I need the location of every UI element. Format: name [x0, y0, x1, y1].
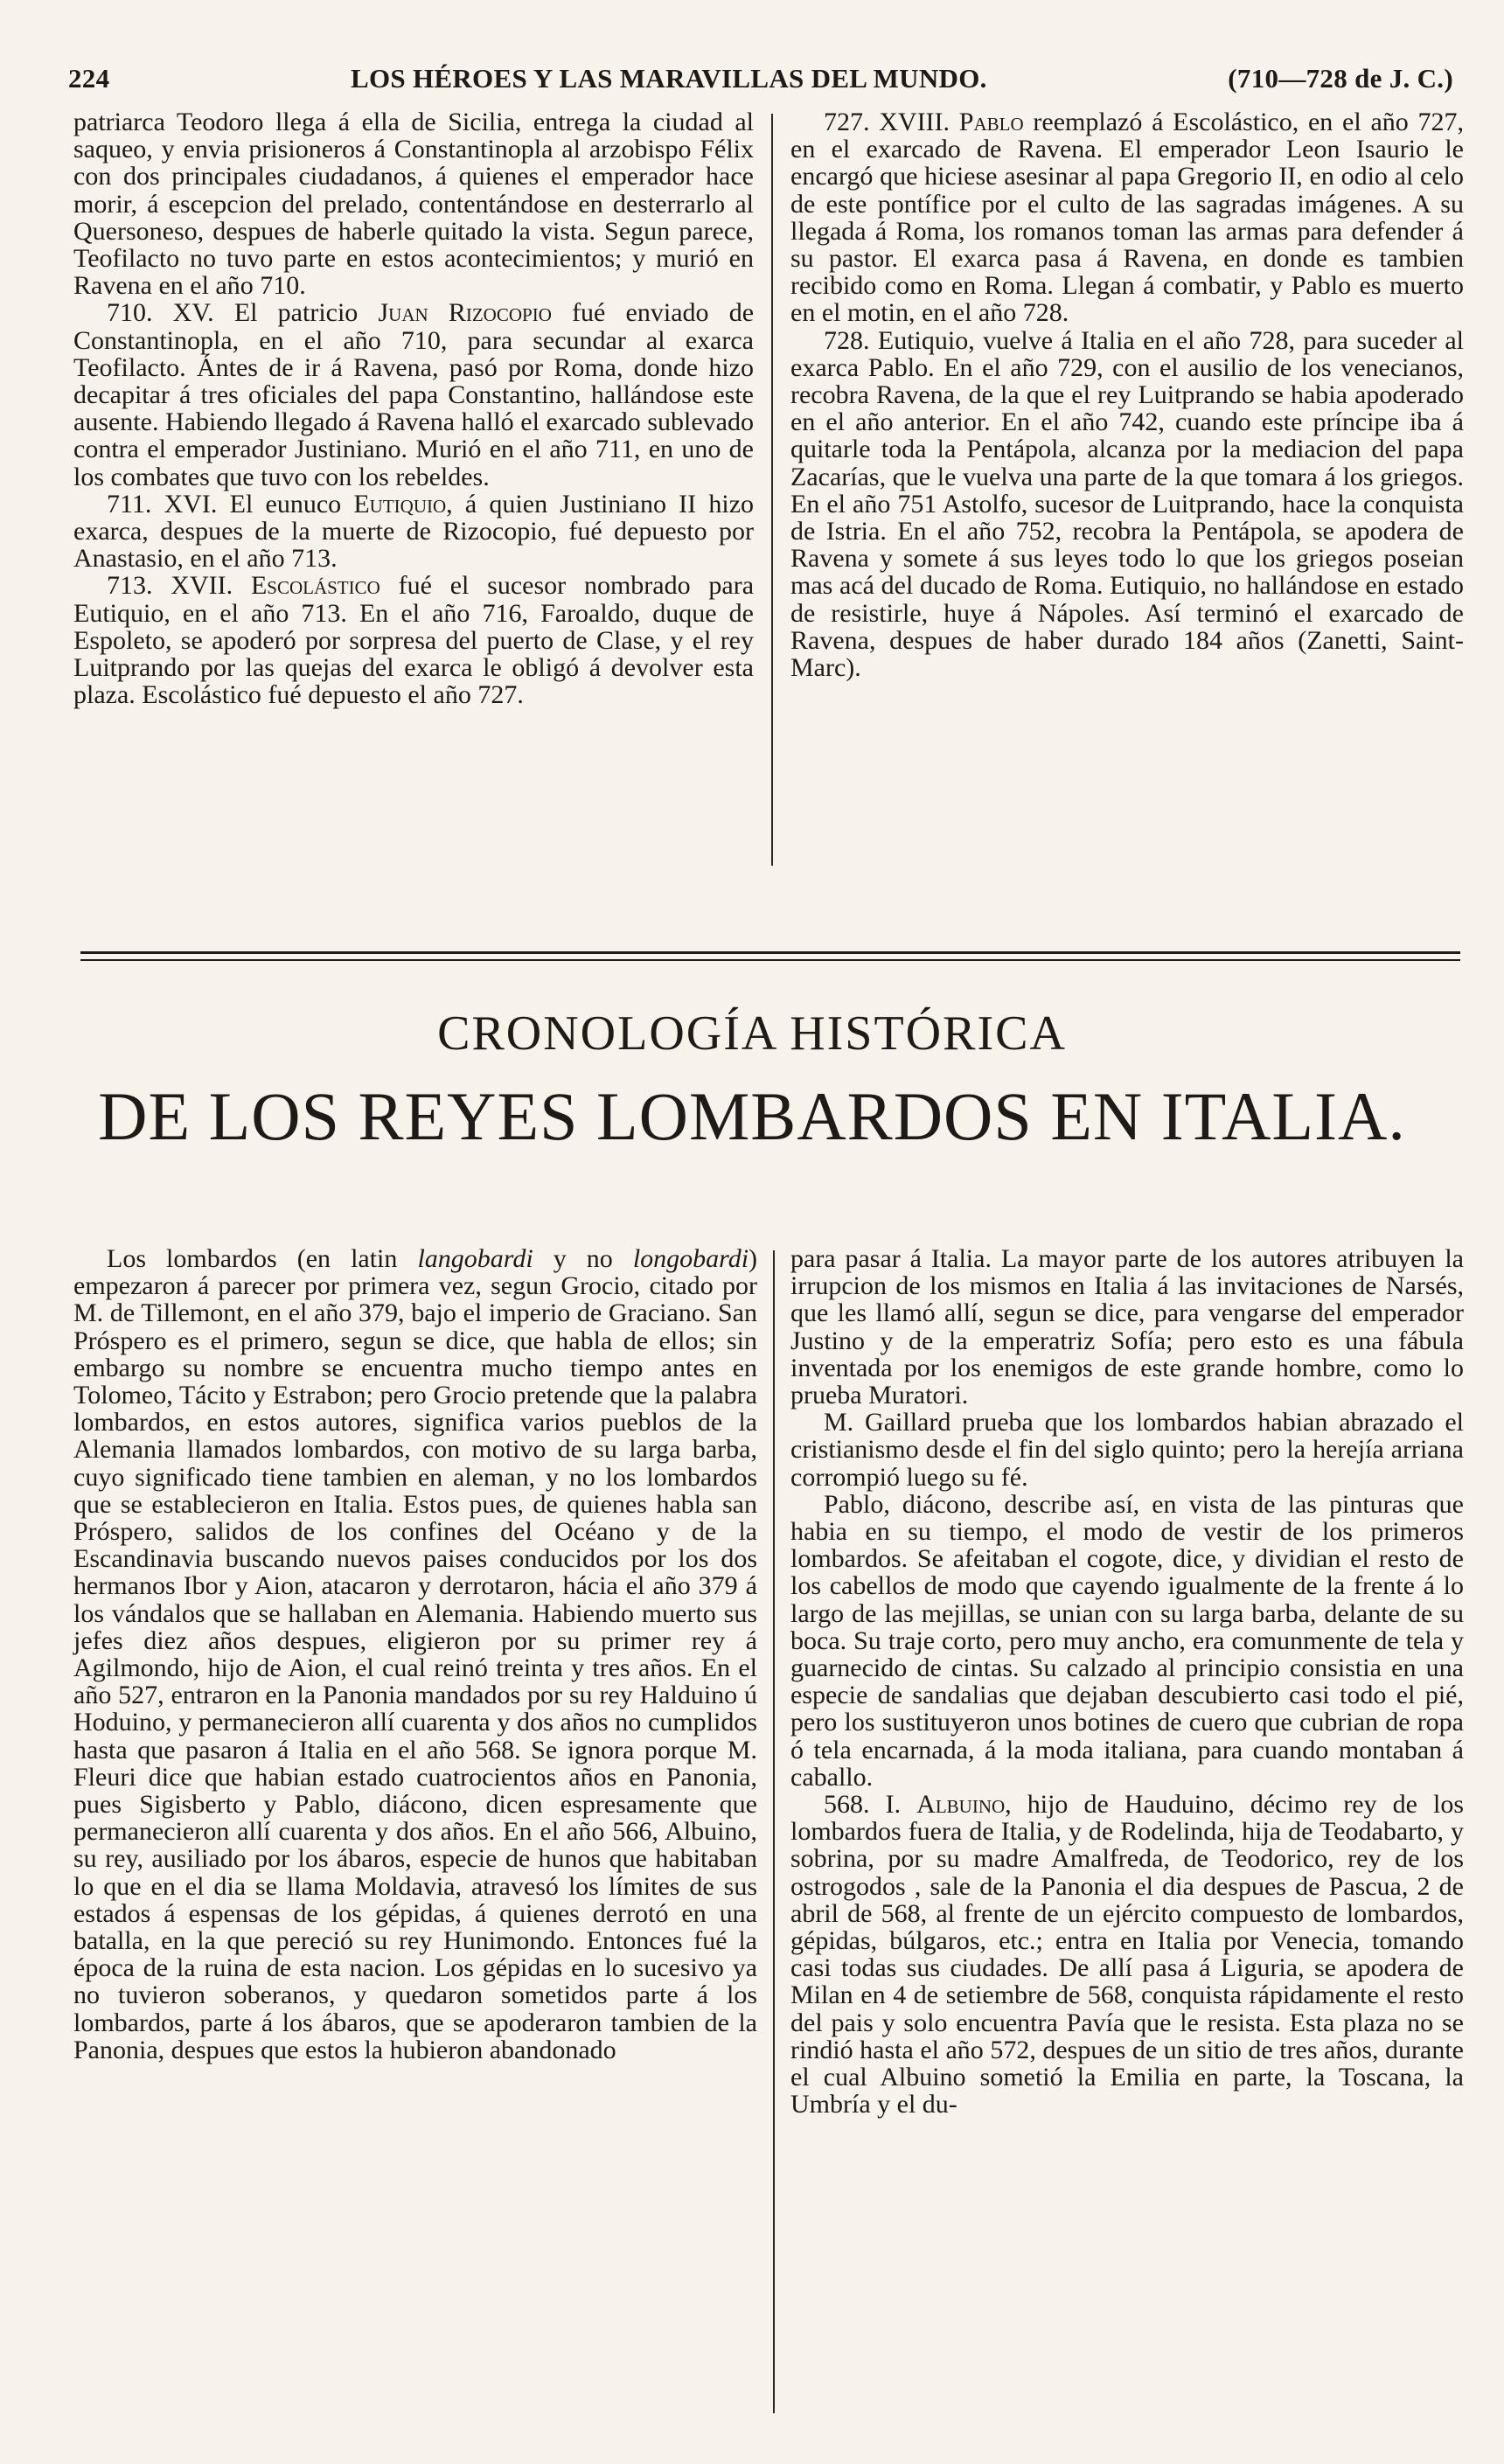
person-name: Escolástico: [250, 571, 380, 601]
running-title: LOS HÉROES Y LAS MARAVILLAS DEL MUNDO.: [351, 63, 987, 94]
paragraph-exarch-xvi: [73, 491, 754, 573]
entry-lead: 568. I.: [824, 1790, 902, 1820]
top-right-column: [790, 108, 1464, 681]
latin-term: langobardi: [417, 1244, 533, 1273]
paragraph-exarch-xviii: [790, 108, 1464, 327]
paragraph: para pasar á Italia. La mayor parte de los autores atribuyen la irrupcion de los mismos en Italia á las invitaciones de Narsés, que les llamó allí, segun se dice, para vengarse del emperador Justino y de la emperatriz Sofía; pero esto es una fábula inventada por los enemigos de este grande hombre, como lo prueba Muratori.: [790, 1244, 1464, 1410]
bottom-right-column: [790, 1245, 1464, 2119]
bottom-left-column: [73, 1245, 757, 2064]
section-subtitle: DE LOS REYES LOMBARDOS EN ITALIA.: [98, 1078, 1406, 1154]
text-run: ) empezaron á parecer por primera vez, segun Grocio, citado por M. de Tillemont, en el año 379, bajo el imperio de Graciano. San Próspero es el primero, segun se dice, que habla de ellos; sin embargo su nombre se encuentra mucho tiempo antes en Tolomeo, Tácito y Estrabon; pero Grocio pretende que la palabra lombardos, en estos autores, significa varios pueblos de la Alemania llamados lombardos, con motivo de su larga barba, cuyo significado tiene tambien en aleman, y no los lombardos que se establecieron en Italia. Estos pues, de quienes habla san Próspero, salidos de los confines del Océano y de la Escandinavia buscando nuevos paises conducidos por los dos hermanos Ibor y Aion, atacaron y derrotaron, hácia el año 379 á los vándalos que se hallaban en Alemania. Habiendo muerto sus jefes diez años despues, eligieron por su primer rey á Agilmondo, hijo de Aion, el cual reinó treinta y tres años. En el año 527, entraron en la Panonia mandados por su rey Halduino ú Hoduino, y permanecieron allí cuarenta y dos años no cumplidos hasta que pasaron á Italia en el año 568. Se ignora porque M. Fleuri dice que habian estado cuatrocientos años en Panonia, pues Sigisberto y Pablo, diácono, dicen espresamente que permanecieron allí cuarenta y dos años. En el año 566, Albuino, su rey, ausiliado por los ábaros, especie de hunos que habitaban lo que en el dia se llama Moldavia, atravesó los límites de sus estados á espensas de los gépidas, á quienes derrotó en una batalla, en la que pereció su rey Hunimondo. Entonces fué la época de la ruina de esta nacion. Los gépidas en lo sucesivo ya no tuvieron soberanos, y quedaron sometidos parte á los lombardos, parte á los ábaros, que se apoderaron tambien de la Panonia, despues que estos la hubieron abandonado: [73, 1244, 758, 2064]
latin-term: longobardi: [632, 1244, 749, 1273]
column-divider: [771, 114, 773, 866]
paragraph: M. Gaillard prueba que los lombardos habian abrazado el cristianismo desde el fin del siglo quinto; pero la herejía arriana corrompió luego su fé.: [790, 1408, 1464, 1492]
page-number: 224: [68, 63, 110, 94]
entry-lead: 711. XVI. El eunuco: [107, 489, 342, 519]
column-divider: [773, 1250, 775, 2413]
paragraph: Pablo, diácono, describe así, en vista de las pinturas que habia en su tiempo, el modo de vestir de los primeros lombardos. Se afeitaban el cogote, dice, y dividian el resto de los cabellos de modo que cayendo igualmente de la frente á lo largo de las mejillas, se unian con su larga barba, delante de su boca. Su traje corto, pero muy ancho, era comunmente de tela y guarnecido de cintas. Su calzado al principio consistia en una especie de sandalias que dejaban descubierto casi todo el pié, pero los sustituyeron unos botines de cuero que cubrian de ropa ó tela encarnada, á la moda italiana, para cuando montaban á caballo.: [790, 1489, 1464, 1792]
entry-lead: 727. XVIII.: [824, 108, 950, 136]
text-run: y no: [553, 1244, 613, 1273]
entry-lead: 713. XVII.: [107, 571, 233, 601]
entry-text: á quien Justiniano II hizo exarca, despues de la muerte de Rizocopio, fué depuesto por Anastasio, en el año 713.: [73, 489, 755, 574]
paragraph-exarch-xvii: [73, 572, 754, 708]
top-left-column: [73, 108, 754, 708]
date-range: (710—728 de J. C.): [1228, 63, 1453, 94]
entry-lead: 710. XV. El patricio: [107, 298, 359, 328]
paragraph-king-i: [790, 1791, 1464, 2118]
person-name: Pablo: [958, 108, 1024, 136]
paragraph: 728. Eutiquio, vuelve á Italia en el año 728, para suceder al exarca Pablo. En el año 729, con el ausilio de los venecianos, recobra Ravena, de la que el rey Luitprando se habia apoderado en el año anterior. En el año 742, cuando este príncipe iba á quitarle toda la Pentápola, alcanza por la mediacion del papa Zacarías, que le vuelva una parte de la que tomara á los griegos. En el año 751 Astolfo, sucesor de Luitprando, hace la conquista de Istria. En el año 752, recobra la Pentápola, se apodera de Ravena y somete á sus leyes todo lo que los griegos poseian mas acá del ducado de Roma. Eutiquio, no hallándose en estado de resistirle, huye á Nápoles. Así terminó el exarcado de Ravena, despues de haber durado 184 años (Zanetti, Saint-Marc).: [790, 325, 1464, 683]
entry-text: fué enviado de Constantinopla, en el año 710, para secundar al exarca Teofilacto. Ántes de ir á Ravena, pasó por Roma, donde hizo decapitar á tres oficiales del papa Constantino, hallándose este ausente. Habiendo llegado á Ravena halló el exarcado sublevado contra el emperador Justiniano. Murió en el año 711, en uno de los combates que tuvo con los rebeldes.: [73, 298, 755, 491]
section-rule: [80, 959, 1460, 961]
entry-text: fué el sucesor nombrado para Eutiquio, en el año 713. En el año 716, Faroaldo, duque de Espoleto, se apoderó por sorpresa del puerto de Clase, y el rey Luitprando por las quejas del exarca le obligó á devolver esta plaza. Escolástico fué depuesto el año 727.: [73, 571, 755, 710]
person-name: Juan Rizocopio: [378, 298, 552, 328]
person-name: Eutiquio,: [353, 489, 453, 519]
person-name: Albuino,: [916, 1790, 1012, 1820]
paragraph: patriarca Teodoro llega á ella de Sicilia, entrega la ciudad al saqueo, y envia prisioneros á Constantinopla al arzobispo Félix con dos principales ciudadanos, á quienes el emperador hace morir, á escepcion del prelado, contentándose en desterrarlo al Quersoneso, despues de haberle quitado la vista. Segun parece, Teofilacto no tuvo parte en estos acontecimientos; y murió en Ravena en el año 710.: [73, 108, 754, 301]
paragraph-intro: [73, 1245, 757, 2064]
entry-text: hijo de Hauduino, décimo rey de los lombardos fuera de Italia, y de Rodelinda, hija de Teodabarto, y sobrina, por su madre Amalfreda, de Teodorico, rey de los ostrogodos , sale de la Panonia el dia despues de Pascua, 2 de abril de 568, al frente de un ejército compuesto de lombardos, gépidas, búlgaros, etc.; entra en Italia por Venecia, tomando casi todas sus ciudades. De allí pasa á Liguria, se apodera de Milan en 4 de setiembre de 568, conquista rápidamente el resto del pais y solo encuentra Pavía que le resista. Esta plaza no se rindió hasta el año 572, despues de un sitio de tres años, durante el cual Albuino sometió la Emilia en parte, la Toscana, la Umbría y el du-: [790, 1790, 1465, 2119]
section-rule: [80, 951, 1460, 954]
text-run: Los lombardos (en latin: [107, 1244, 398, 1273]
running-header: [68, 63, 1453, 101]
paragraph-exarch-xv: [73, 299, 754, 490]
section-title: CRONOLOGÍA HISTÓRICA: [437, 1006, 1067, 1061]
entry-text: reemplazó á Escolástico, en el año 727, en el exarcado de Ravena. El emperador Leon Isaurio le encargó que hiciese asesinar al papa Gregorio II, en odio al celo de este pontífice por el culto de las sagradas imágenes. A su llegada á Roma, los romanos toman las armas para defender á su pastor. El exarca pasa á Ravena, en donde es tambien recibido como en Roma. Llegan á combatir, y Pablo es muerto en el motin, en el año 728.: [790, 108, 1464, 328]
